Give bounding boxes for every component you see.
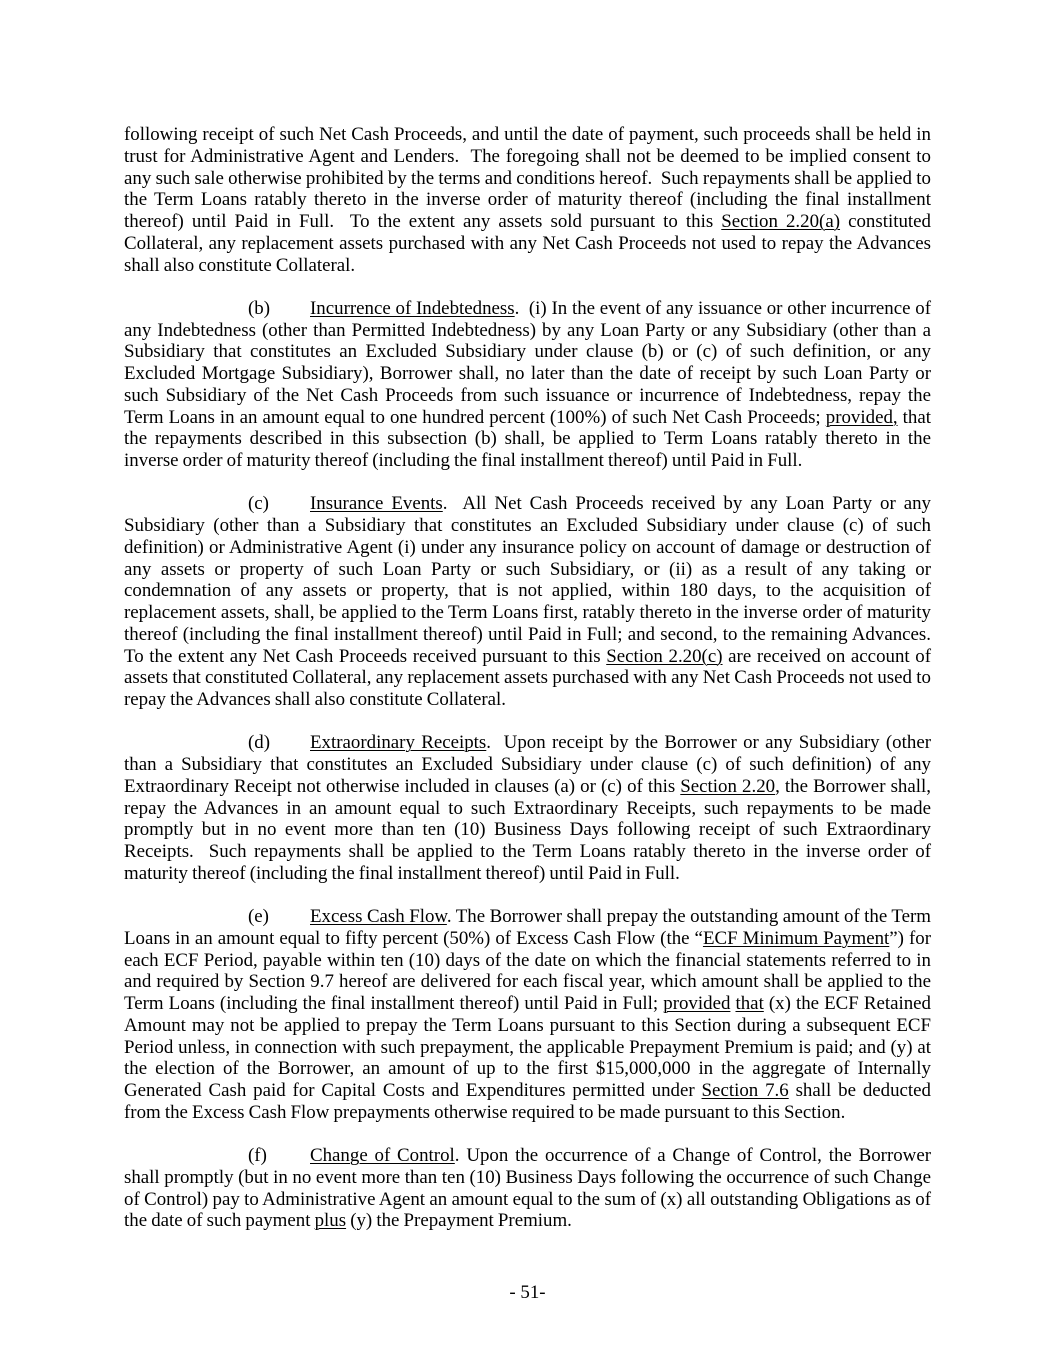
section-f-paragraph — [124, 1145, 936, 1232]
defined-term: provided — [663, 993, 731, 1014]
section-heading: Insurance Events — [310, 493, 443, 515]
body-text: shall be deducted from the Excess Cash Flow prepayments otherwise required to be made pursuant to this Section. — [124, 1080, 936, 1123]
section-label: (d) — [248, 732, 271, 754]
body-text: ”) for each ECF Period, payable within ten (10) days of the date on which the financial statements referred to in and required by Section 9.7 hereof are delivered for each fiscal year, which amount shall be applied to the Term Loans (including the final installment thereof) until Paid in Full; — [124, 927, 936, 1014]
body-text: (x) the ECF Retained Amount may not be applied to prepay the Term Loans pursuant to this Section during a subsequent ECF Period unless, in connection with such prepayment, the applicable Prepayment Premium is paid; and (y) at the election of the Borrower, an amount of up to the first $15,000,000 in the aggregate of Internally Generated Cash paid for Capital Costs and Expenditures permitted under — [124, 993, 936, 1101]
cross-reference: Section 7.6 — [701, 1080, 789, 1101]
defined-term: provided, — [825, 406, 898, 428]
body-text: that the repayments described in this subsection (b) shall, be applied to Term Loans ratably thereto in the inverse order of maturity thereof (including the final installment thereof) until Paid in Full. — [124, 406, 936, 471]
section-heading: Excess Cash Flow — [310, 906, 447, 927]
section-e-paragraph — [124, 906, 936, 1124]
body-text: following receipt of such Net Cash Proceeds, and until the date of payment, such proceeds shall be held in trust for Administrative Agent and Lenders. The foregoing shall not be deemed to be implied consent to any such sale otherwise prohibited by the terms and conditions hereof. Such repayments shall be applied to the Term Loans ratably thereto in the inverse order of maturity thereof (including the final installment thereof) until Paid in Full. To the extent any assets sold pursuant to this — [124, 124, 936, 232]
body-text: . All Net Cash Proceeds received by any Loan Party or any Subsidiary (other than a Subsidiary that constitutes an Excluded Subsidiary under clause (c) of such definition) or Administrative Agent (i) under any insurance policy on account of damage or destruction of any assets or property of such Loan Party or such Subsidiary, or (ii) as a result of any taking or condemnation of any assets or property, that is not applied, within 180 days, to the acquisition of replacement assets, shall, be applied to the Term Loans first, ratably thereto in the inverse order of maturity thereof (including the final installment thereof) until Paid in Full; and second, to the remaining Advances. To the extent any Net Cash Proceeds received pursuant to this — [124, 493, 940, 667]
section-label: (e) — [248, 906, 269, 927]
page-content — [124, 124, 940, 1254]
page-number: - 51- — [509, 1282, 546, 1303]
section-heading: Incurrence of Indebtedness — [310, 297, 515, 319]
cross-reference: Section 2.20 — [680, 775, 776, 797]
section-heading: Change of Control — [310, 1145, 455, 1166]
paragraph-continuation — [124, 124, 936, 276]
cross-reference: Section 2.20(a) — [721, 211, 841, 232]
body-text: , the Borrower shall, repay the Advances in an amount equal to such Extraordinary Receipts, such repayments to be made promptly but in no event more than ten (10) Business Days following receipt of such Extraordinary Receipts. Such repayments shall be applied to the Term Loans ratably thereto in the inverse order of maturity thereof (including the final installment thereof) until Paid in Full. — [124, 775, 936, 884]
body-text: . (i) In the event of any issuance or other incurrence of any Indebtedness (other than Permitted Indebtedness) by any Loan Party or any Subsidiary (other than a Subsidiary that constitutes an Excluded Subsidiary under clause (b) or (c) of such definition, or any Excluded Mortgage Subsidiary), Borrower shall, no later than the date of receipt by such Loan Party or such Subsidiary of the Net Cash Proceeds from such issuance or incurrence of Indebtedness, repay the Term Loans in an amount equal to one hundred percent (100%) of such Net Cash Proceeds; — [124, 297, 936, 428]
defined-term: plus — [314, 1210, 347, 1232]
defined-term: that — [735, 993, 764, 1014]
body-text: (y) the Prepayment Premium. — [346, 1210, 572, 1232]
section-b-paragraph — [124, 297, 936, 472]
section-label: (f) — [248, 1145, 267, 1166]
section-label: (b) — [248, 297, 271, 319]
section-label: (c) — [248, 493, 269, 515]
cross-reference: Section 2.20(c) — [606, 645, 723, 667]
body-text: . Upon the occurrence of a Change of Control, the Borrower shall promptly (but in no event more than ten (10) Business Days following the occurrence of such Change of Control) pay to Administrative Agent an amount equal to the sum of (x) all outstanding Obligations as of the date of such payment — [124, 1145, 936, 1232]
body-text: constituted Collateral, any replacement assets purchased with any Net Cash Proceeds not used to repay the Advances shall also constitute Collateral. — [124, 211, 936, 276]
body-text: . Upon receipt by the Borrower or any Subsidiary (other than a Subsidiary that constitutes an Excluded Subsidiary under clause (c) of such definition) of any Extraordinary Receipt not otherwise included in clauses (a) or (c) of this — [124, 732, 936, 797]
section-c-paragraph — [124, 493, 940, 711]
section-d-paragraph — [124, 732, 936, 884]
body-text: are received on account of assets that constituted Collateral, any replacement assets purchased with any Net Cash Proceeds not used to repay the Advances shall also constitute Collateral. — [124, 645, 936, 710]
body-text: . The Borrower shall prepay the outstanding amount of the Term Loans in an amount equal to fifty percent (50%) of Excess Cash Flow (the “ — [124, 906, 936, 949]
section-heading: Extraordinary Receipts — [310, 732, 487, 754]
defined-term: ECF Minimum Payment — [702, 927, 890, 949]
